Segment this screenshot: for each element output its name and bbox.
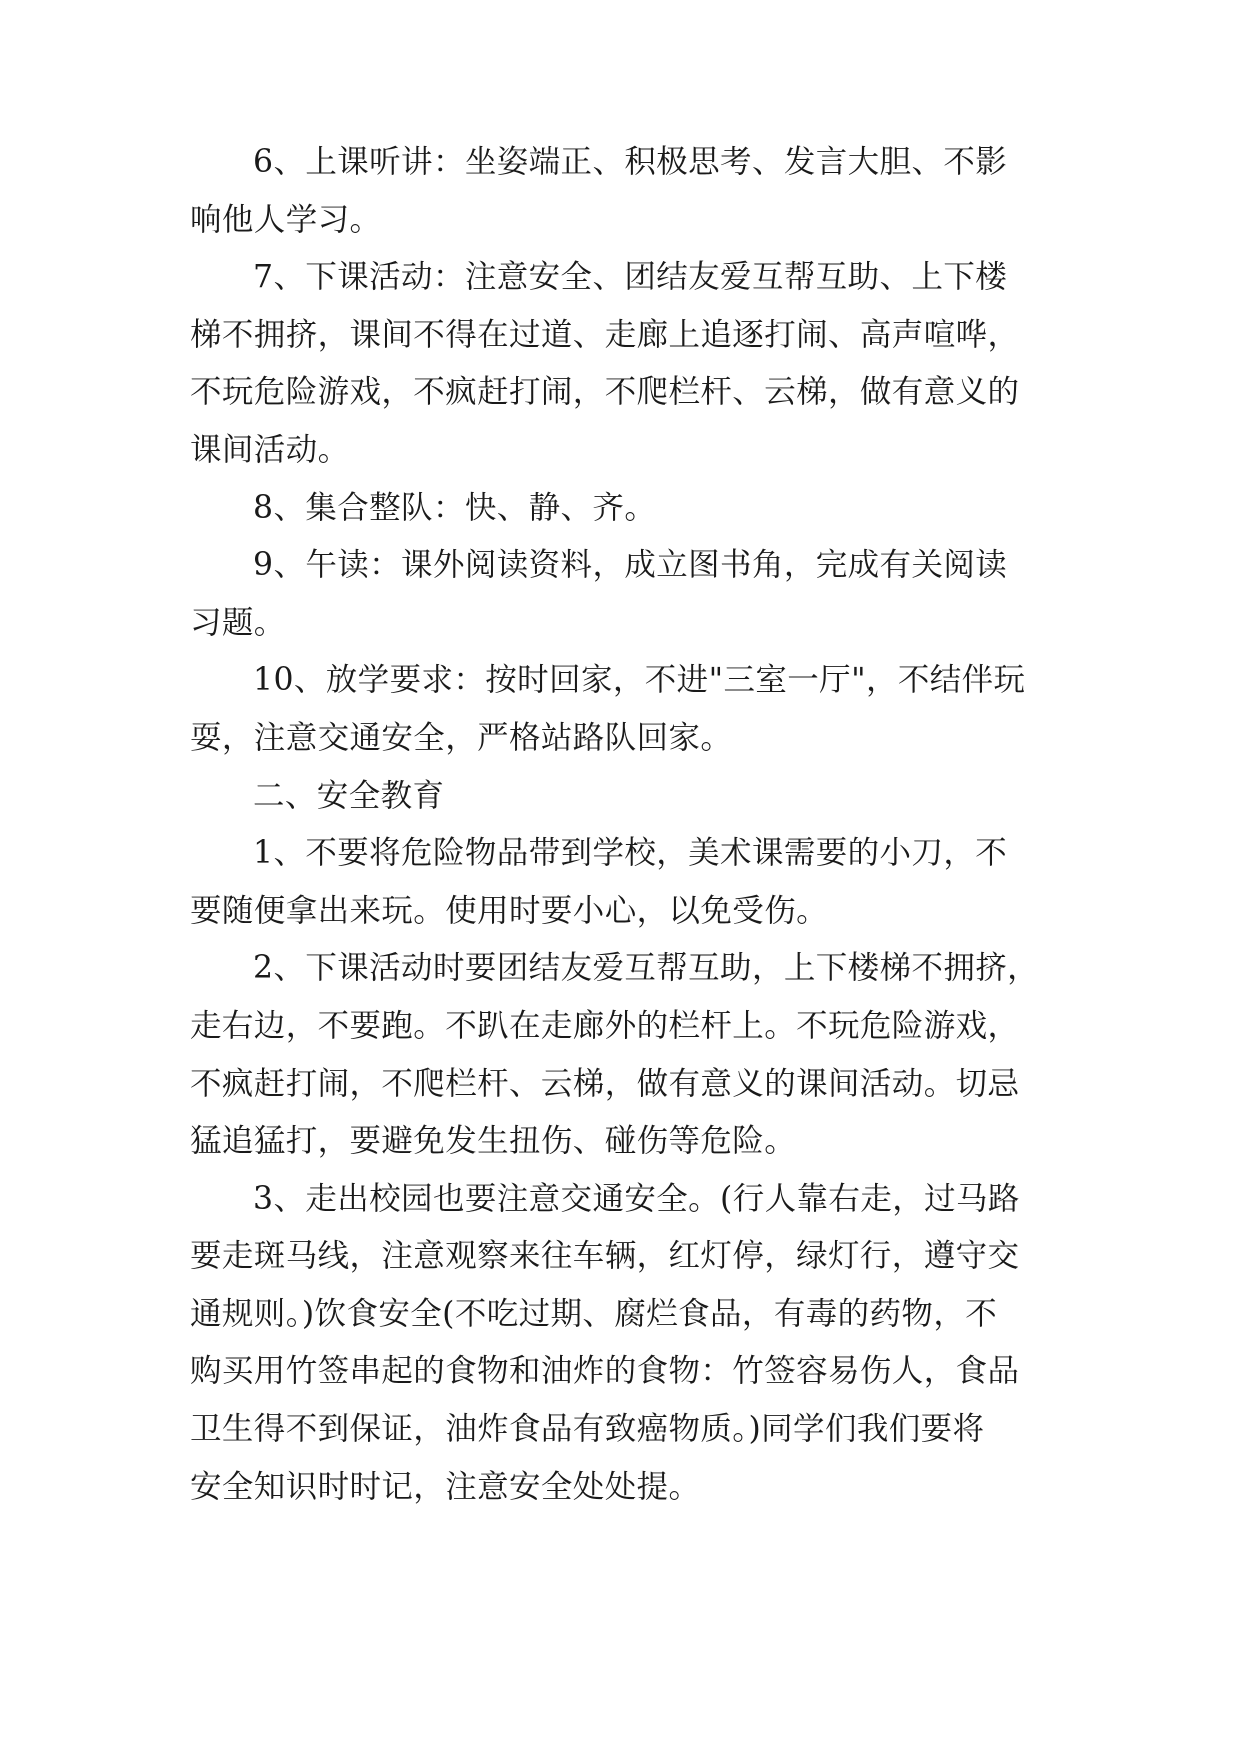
- document-body: [190, 134, 1050, 1516]
- section-heading-safety-education: 二、安全教育: [253, 777, 445, 814]
- paragraph-10-dismissal: 10、放学要求：按时回家，不进"三室一厅"，不结伴玩 耍，注意交通安全，严格站路队回家。: [190, 662, 1026, 756]
- paragraph-safety-3: 3、走出校园也要注意交通安全。(行人靠右走，过马路 要走斑马线，注意观察来往车辆，红灯停，绿灯行，遵守交 通规则。)饮食安全(不吃过期、腐烂食品，有毒的药物，不 购买用竹签串起的食物和油炸的食物：竹签容易伤人，食品 卫生得不到保证，油炸食品有致癌物质。)同学们我们要将 安全知识时时记，注意安全处处提。: [190, 1180, 1020, 1505]
- paragraph-6-class-listening: 6、上课听讲：坐姿端正、积极思考、发言大胆、不影 响他人学习。: [190, 144, 1008, 238]
- paragraph-8-assembly: 8、集合整队：快、静、齐。: [253, 489, 657, 526]
- paragraph-7-break-activities: 7、下课活动：注意安全、团结友爱互帮互助、上下楼 梯不拥挤，课间不得在过道、走廊上追逐打闹、高声喧哗， 不玩危险游戏，不疯赶打闹，不爬栏杆、云梯，做有意义的 课间活动。: [190, 259, 1020, 468]
- paragraph-safety-1: 1、不要将危险物品带到学校，美术课需要的小刀，不 要随便拿出来玩。使用时要小心，以免受伤。: [190, 835, 1008, 929]
- paragraph-safety-2: 2、下课活动时要团结友爱互帮互助，上下楼梯不拥挤， 走右边，不要跑。不趴在走廊外的栏杆上。不玩危险游戏， 不疯赶打闹，不爬栏杆、云梯，做有意义的课间活动。切忌 猛追猛打，要避免发生扭伤、碰伤等危险。: [190, 950, 1040, 1160]
- paragraph-9-noon-reading: 9、午读：课外阅读资料，成立图书角，完成有关阅读 习题。: [190, 547, 1008, 641]
